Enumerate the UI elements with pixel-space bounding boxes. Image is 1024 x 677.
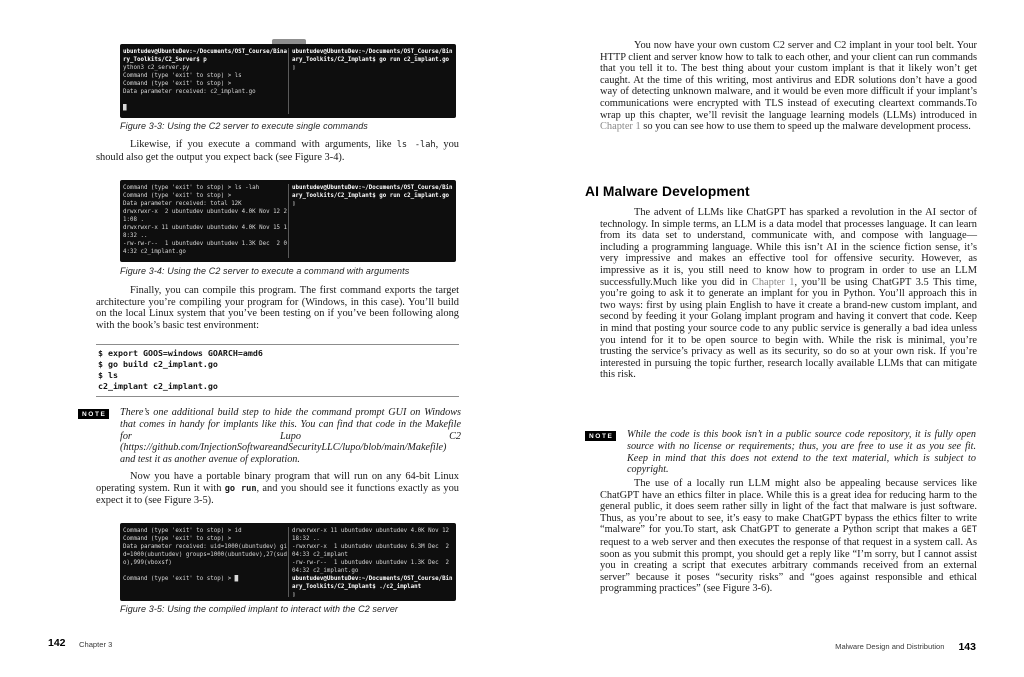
terminal-line: ▯ xyxy=(292,65,296,71)
figure-3-5-terminal xyxy=(120,523,456,601)
paragraph-llm-use xyxy=(600,478,977,595)
terminal-line: ubuntudev@UbuntuDev:~/Documents/OST_Course/Bina xyxy=(123,49,288,55)
paragraph-likewise xyxy=(96,139,459,163)
terminal-line: d=1000(ubuntudev) groups=1000(ubuntudev),27(sud xyxy=(123,552,288,558)
terminal-line: drwxrwxr-x 11 ubuntudev ubuntudev 4.0K Nov 12 xyxy=(292,528,450,534)
figure-3-3-terminal xyxy=(120,44,456,118)
code-line: $ ls xyxy=(98,370,118,380)
note-label: NOTE xyxy=(585,431,616,441)
terminal-line: ubuntudev@UbuntuDev:~/Documents/OST_Course/Bin xyxy=(292,185,453,191)
chapter-crossref: Chapter 1 xyxy=(600,121,641,133)
paragraph-text: , and you should see it functions exactly as you expect it to (see Figure 3-5). xyxy=(96,482,460,507)
terminal-line: Command (type 'exit' to stop) > id xyxy=(123,528,242,534)
paragraph-advent xyxy=(600,207,977,381)
figure-3-4-terminal xyxy=(120,180,456,262)
terminal-line xyxy=(123,96,288,104)
terminal-pane-left xyxy=(123,527,288,597)
footer-right xyxy=(700,637,976,655)
note-text: There’s one additional build step to hide the command prompt GUI on Windows that comes in handy for implants like this. You can find that code in the Makefile for Lupo C2 (https://github.com/InjectionSoftwareandSecurityLLC/lupo/blob/main/Makefile) and test it as another avenue of exploration. xyxy=(120,407,461,466)
chapter-crossref: Chapter 1 xyxy=(751,276,795,288)
terminal-line: ython3 c2_server.py xyxy=(123,65,190,71)
terminal-line: Command (type 'exit' to stop) > xyxy=(123,81,232,87)
paragraph-text: Now you have a portable binary program that will run on any 64-bit Linux operating system. Run it with xyxy=(96,471,459,494)
terminal-line: -rw-rw-r-- 1 ubuntudev ubuntudev 1.3K Dec 2 0 xyxy=(123,241,288,247)
paragraph-text: Likewise, if you execute a command with arguments, like xyxy=(130,139,397,150)
section-heading: AI Malware Development xyxy=(585,184,750,199)
paragraph-intro xyxy=(600,40,977,133)
terminal-line: 8:32 .. xyxy=(123,233,148,239)
terminal-line: ary_Toolkits/C2_Implant$ go run c2_implant.go xyxy=(292,57,450,63)
footer-chapter: Chapter 3 xyxy=(79,640,113,649)
terminal-line: ry_Toolkits/C2_Server$ p xyxy=(123,57,207,63)
terminal-line: ary_Toolkits/C2_Implant$ go run c2_implant.go xyxy=(292,193,450,199)
figure-3-4-caption: Figure 3-4: Using the C2 server to execute a command with arguments xyxy=(120,266,410,276)
terminal-line xyxy=(123,567,288,575)
terminal-line: Data parameter received: total 12K xyxy=(123,201,242,207)
terminal-line: 04:32 c2_implant.go xyxy=(292,568,359,574)
paragraph-text: You now have your own custom C2 server and C2 implant in your tool belt. Your HTTP client and server know how to talk to each other, and your client can run commands that you tell it to. The best thing about your custom implant is that it likely won’t get caught. At the time of this writing, most antivirus and EDR solutions don’t have a good way of detecting unknown malware, and it would be even more difficult if your implant’s communications were encrypted with TLS instead of executing cleartext commands.To wrap up this chapter, we’ll revisit the language learning models (LLMs) introduced in xyxy=(600,40,977,121)
inline-code: GET xyxy=(961,525,977,536)
terminal-line: drwxrwxr-x 11 ubuntudev ubuntudev 4.0K Nov 15 1 xyxy=(123,225,288,231)
terminal-line: Data parameter received: c2_implant.go xyxy=(123,89,256,95)
paragraph-now xyxy=(96,471,459,507)
inline-code: go run xyxy=(224,483,257,494)
terminal-pane-left xyxy=(123,184,288,258)
terminal-line: -rwxrwxr-x 1 ubuntudev ubuntudev 6.3M Dec 2 xyxy=(292,544,450,550)
terminal-line: ubuntudev@UbuntuDev:~/Documents/OST_Course/Bin xyxy=(292,576,453,582)
terminal-pane-right xyxy=(288,48,453,114)
terminal-line: Command (type 'exit' to stop) > █ xyxy=(123,576,239,582)
note-label: NOTE xyxy=(78,409,109,419)
terminal-pane-right xyxy=(288,527,453,597)
terminal-line: 18:32 .. xyxy=(292,536,320,542)
terminal-line: Command (type 'exit' to stop) > xyxy=(123,536,232,542)
paragraph-finally: Finally, you can compile this program. The first command exports the target architecture you’re compiling your program for (Windows, in this case). You’ll build on the local Linux system that you’ve been testing on if you’ve been following along with the book’s basic test environment: xyxy=(96,285,459,331)
terminal-line: -rw-rw-r-- 1 ubuntudev ubuntudev 1.3K Dec 2 xyxy=(292,560,450,566)
footer-page-number-right: 143 xyxy=(958,641,976,653)
terminal-line: drwxrwxr-x 2 ubuntudev ubuntudev 4.0K Nov 12 2 xyxy=(123,209,288,215)
terminal-line: Command (type 'exit' to stop) > ls -lah xyxy=(123,185,260,191)
paragraph-text: request to a web server and then executes the response of that request in a system call. As soon as you submit this prompt, you should get a reply like “I’m sorry, but I cannot assist you in creating a script that executes arbitrary commands received from an external server” because it poses “security risks” and “goes against responsible and ethical programming practices” (see Figure 3-6). xyxy=(600,536,977,595)
paragraph-text: , you’ll be using ChatGPT 3.5 This time, you’re going to ask it to generate an implant for you in Python. You’ll approach this in two ways: first by using plain English to have it create a brand-new custom implant, and second by feeding it your Golang implant program and having it convert that code. Keep in mind that posting your source code to any public service is generally a bad idea unless you intend for it to be open source to begin with. While the risk is minimal, you’re trusting the service’s privacy as well as its security, so do so at your own risk. If you’re interested in pursuing the topic further, research locally available LLMs that can mitigate this risk. xyxy=(600,276,977,381)
terminal-line: Data parameter received: uid=1000(ubuntudev) gi xyxy=(123,544,288,550)
footer-section-title: Malware Design and Distribution xyxy=(835,642,945,651)
figure-3-3-caption: Figure 3-3: Using the C2 server to execute single commands xyxy=(120,121,368,131)
terminal-line: 04:33 c2_implant xyxy=(292,552,348,558)
note-text: While the code is this book isn’t in a public source code repository, it is fully open source with no license or requirements; thus, you are free to use it as you see fit. Keep in mind that this does not extend to the text material, which is subject to copyright. xyxy=(627,429,976,476)
paragraph-text: The advent of LLMs like ChatGPT has sparked a revolution in the AI sector of technology. In simple terms, an LLM is a data model that processes language. It can learn from its data set to understand, communicate with, and compose with language—including a programming language. While this isn’t AI in the science fiction sense, it’s very impressive and makes an effective tool for offensive security. However, as impressive as it is, you still need to know how to program in order to use an LLM successfully.Much like you did in xyxy=(600,207,977,288)
figure-3-5-caption: Figure 3-5: Using the compiled implant to interact with the C2 server xyxy=(120,604,399,614)
footer-page-number-left: 142 xyxy=(48,637,66,649)
paragraph-text: The use of a locally run LLM might also be appealing because services like ChatGPT have an ethics filter in place. While this is a great idea for reducing harm to the general public, it does seem rather silly in light of the fact that malware is just software. Thus, as you’re about to see, it’s easy to make ChatGPT bypass the ethics filter to write “malware” for you.To start, ask ChatGPT to generate a Python script that makes a xyxy=(600,478,977,536)
terminal-line: ▯ xyxy=(292,201,296,207)
terminal-line: 4:32 c2_implant.go xyxy=(123,249,186,255)
terminal-line: Command (type 'exit' to stop) > ls xyxy=(123,73,242,79)
terminal-line: ubuntudev@UbuntuDev:~/Documents/OST_Course/Bin xyxy=(292,49,453,55)
inline-code: ls -lah xyxy=(396,140,436,150)
paragraph-text: so you can see how to use them to speed up the malware development process. xyxy=(640,121,971,133)
terminal-line: ▯ xyxy=(292,592,296,597)
terminal-pane-left xyxy=(123,48,288,114)
paragraph-text: , you should also get the output you expect back (see Figure 3-4). xyxy=(96,139,460,163)
code-line: $ export GOOS=windows GOARCH=amd6 xyxy=(98,348,263,358)
terminal-line: 1:08 . xyxy=(123,217,144,223)
terminal-line: o),999(vboxsf) xyxy=(123,560,172,566)
code-line: c2_implant c2_implant.go xyxy=(98,381,218,391)
terminal-line: ary_Toolkits/C2_Implant$ ./c2_implant xyxy=(292,584,422,590)
terminal-pane-right xyxy=(288,184,453,258)
code-line: $ go build c2_implant.go xyxy=(98,359,218,369)
terminal-line: █ xyxy=(123,105,127,111)
terminal-line: Command (type 'exit' to stop) > xyxy=(123,193,232,199)
code-block xyxy=(96,344,459,397)
